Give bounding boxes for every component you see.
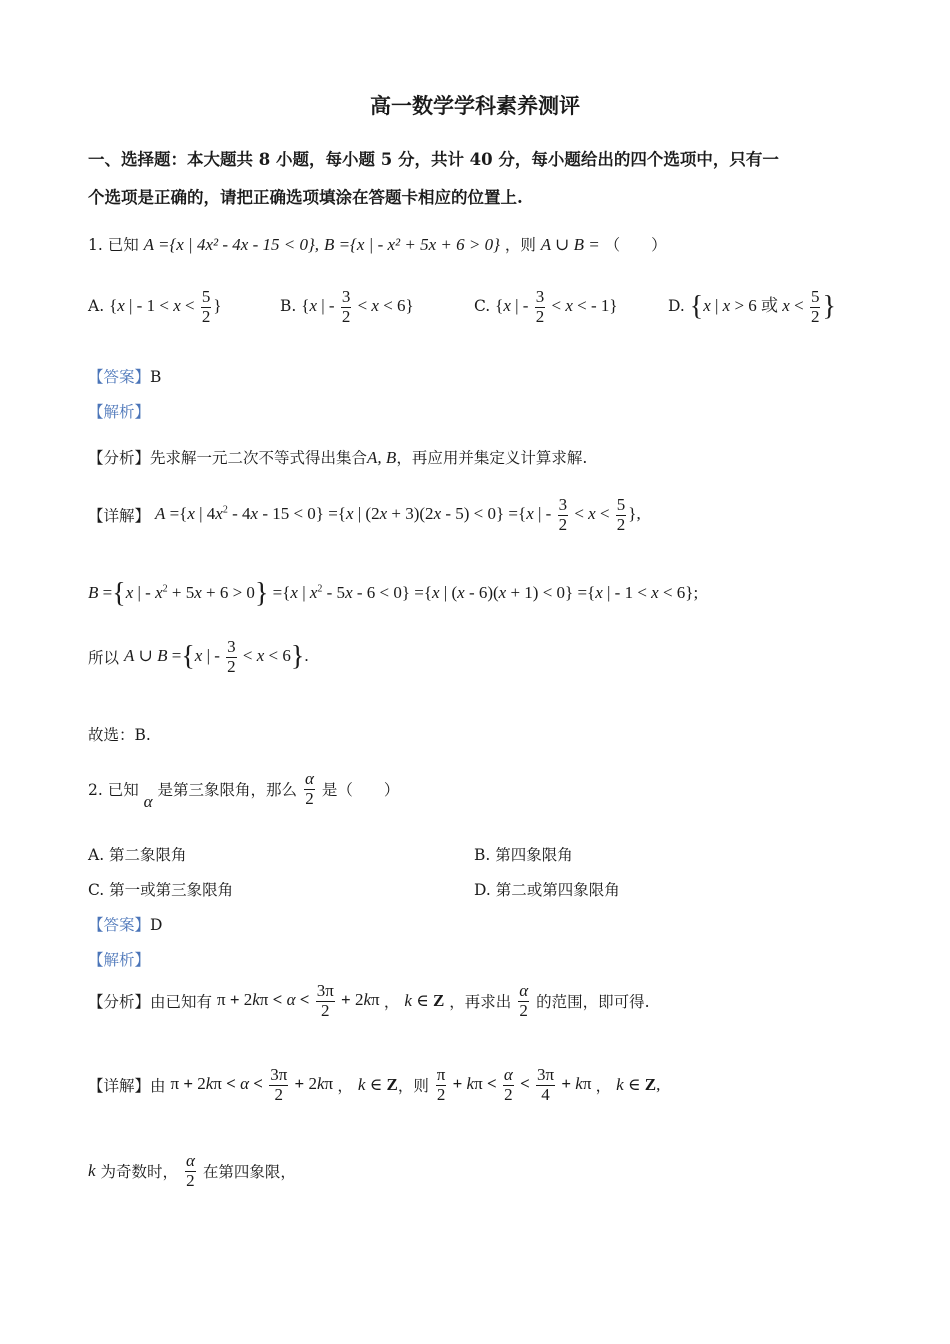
detail-tag: 【详解】 <box>88 1077 151 1096</box>
detail-ze: ，则 <box>397 1077 429 1096</box>
section-heading-line1: 一、选择题：本大题共 8 小题，每小题 5 分，共计 40 分，每小题给出的四个选项中，只有一 <box>88 150 779 169</box>
k-in-z: k ∈ Z, <box>616 1075 661 1095</box>
analysis-text-1: 先求解一元二次不等式得出集合 <box>150 449 368 467</box>
q2-option-d[interactable]: D. 第二或第四象限角 <box>474 881 620 899</box>
analysis-text-1: 由已知有 <box>150 993 213 1012</box>
frac-den: 2 <box>305 788 314 808</box>
q2-stem-text-1: 是第三象限角，那么 <box>157 781 298 800</box>
q2-option-c[interactable]: C. 第一或第三象限角 <box>88 881 234 899</box>
q2-analysis: 【分析】由已知有 π + 2kπ < α < $\frac{3\pi}{2}$ + 2kπ ， k ∈ Z ，再求出 $\frac{\alpha}{2}$ 的范围，即可得. <box>88 981 650 1020</box>
analysis-sets: A, B <box>367 448 397 467</box>
answer-tag: 【答案】 <box>88 368 151 386</box>
q1-option-b[interactable] <box>280 288 414 326</box>
option-label: A. <box>88 297 105 316</box>
set-a-definition: A ={x | 4x² - 4x - 15 < 0}, <box>143 235 320 254</box>
question-2-stem <box>88 770 399 812</box>
analysis-tag: 【分析】 <box>88 449 151 467</box>
option-d-math: {x | x > 6 或 x < $\frac{5}{2}$ } <box>689 287 836 326</box>
q2-jiexi-tag: 【解析】 <box>88 951 151 969</box>
q1-answer <box>88 365 161 387</box>
k-in-z: k ∈ Z <box>357 1075 398 1095</box>
detail-ineq-2: $\frac{\pi}{2}$ + kπ < $\frac{\alpha}{2}$ < $\frac{3\pi}{4}$ + kπ <box>436 1065 596 1104</box>
q2-stem-text-2: 是（ ） <box>321 781 400 800</box>
question-1-stem <box>88 233 667 255</box>
option-label: B. <box>280 297 297 316</box>
analysis-tag: 【分析】 <box>88 993 151 1012</box>
option-a-math: {x | - 1 < x < $\frac{5}{2}$ } <box>109 287 222 326</box>
option-c-math: {x | - $\frac{3}{2}$ < x < - 1} <box>495 287 618 326</box>
q1-analysis <box>88 446 587 468</box>
question-1-number: 1. 已知 <box>88 236 139 254</box>
q2-odd-case <box>88 1152 296 1190</box>
section-heading-line2: 个选项是正确的，请把正确选项填涂在答题卡相应的位置上. <box>88 188 523 207</box>
analysis-inequality: π + 2kπ < α < $\frac{3\pi}{2}$ + 2kπ <box>216 981 384 1020</box>
suoyi-word: 所以 <box>88 649 120 668</box>
k-variable: k <box>88 1161 96 1181</box>
question-2-number: 2. 已知 <box>88 781 139 800</box>
option-label: D. <box>668 297 685 316</box>
q1-option-c[interactable] <box>474 288 618 326</box>
analysis-text-2: ，再应用并集定义计算求解. <box>396 449 588 467</box>
alpha-over-two <box>304 770 315 808</box>
answer-value: D <box>150 916 163 934</box>
alpha-over-two: $\frac{\alpha}{2}$ <box>185 1151 195 1190</box>
q1-option-d[interactable] <box>668 288 836 326</box>
set-b-definition: B ={x | - x² + 5x + 6 > 0} <box>323 235 500 254</box>
q1-detail-a <box>88 496 641 534</box>
then-word: ，则 <box>504 236 536 254</box>
detail-ineq-1: π + 2kπ < α < $\frac{3\pi}{2}$ + 2kπ <box>170 1065 338 1104</box>
q2-detail: 【详解】由 π + 2kπ < α < $\frac{3\pi}{2}$ + 2kπ ， k ∈ Z，则 $\frac{\pi}{2}$ + kπ < $\frac{\alpha}{2}$ < $\frac{3\pi}{4}$ + kπ ， k ∈ Z, <box>88 1065 661 1104</box>
alpha-over-two: $\frac{\alpha}{2}$ <box>519 981 529 1020</box>
detail-tag: 【详解】 <box>88 507 151 526</box>
q1-detail-b: B ={x | - $x^2 + 5x + 6 > 0\} =\{x$ | $x^2 - 5x - 6 < 0\} =\{x$ | (x - 6)(x + 1) < 0} ={x | - 1 < x < 6}; <box>88 578 699 609</box>
answer-tag: 【答案】 <box>88 916 151 934</box>
q2-answer <box>88 913 162 935</box>
answer-blank: （ ） <box>604 236 667 254</box>
result-math: A ∪ B ={x | - $\frac{3}{2}$ < x < 6}. <box>123 637 309 676</box>
odd-text-1: 为奇数时， <box>100 1163 178 1182</box>
option-b-math: {x | - $\frac{3}{2}$ < x < 6} <box>301 287 414 326</box>
q1-conclusion: 故选：B. <box>88 726 151 744</box>
q1-option-a[interactable] <box>88 288 222 326</box>
odd-text-2: 在第四象限， <box>202 1163 296 1182</box>
analysis-text-2: ，再求出 <box>449 993 512 1012</box>
alpha-symbol: α <box>143 792 153 812</box>
union-expression: A ∪ B = <box>540 235 600 254</box>
q1-result <box>88 638 309 676</box>
or-word: 或 <box>761 296 779 316</box>
analysis-text-3: 的范围，即可得. <box>536 993 650 1012</box>
q2-option-a[interactable]: A. 第二象限角 <box>88 846 187 864</box>
q2-option-b[interactable]: B. 第四象限角 <box>474 846 573 864</box>
detail-you: 由 <box>150 1077 166 1096</box>
k-in-z: k ∈ Z <box>404 991 445 1011</box>
detail-a-math: A ={x | $4x^2 - 4x - 15 < 0\} =\{x$ | (2x + 3)(2x - 5) < 0} ={x | - $\frac{3}{2}$ < x < $\frac{5}{2}$ }, <box>154 495 641 534</box>
frac-num: α <box>304 769 314 788</box>
q1-jiexi-tag: 【解析】 <box>88 403 151 421</box>
option-label: C. <box>474 297 491 316</box>
page-title: 高一数学学科素养测评 <box>370 93 580 118</box>
answer-value: B <box>150 368 162 386</box>
